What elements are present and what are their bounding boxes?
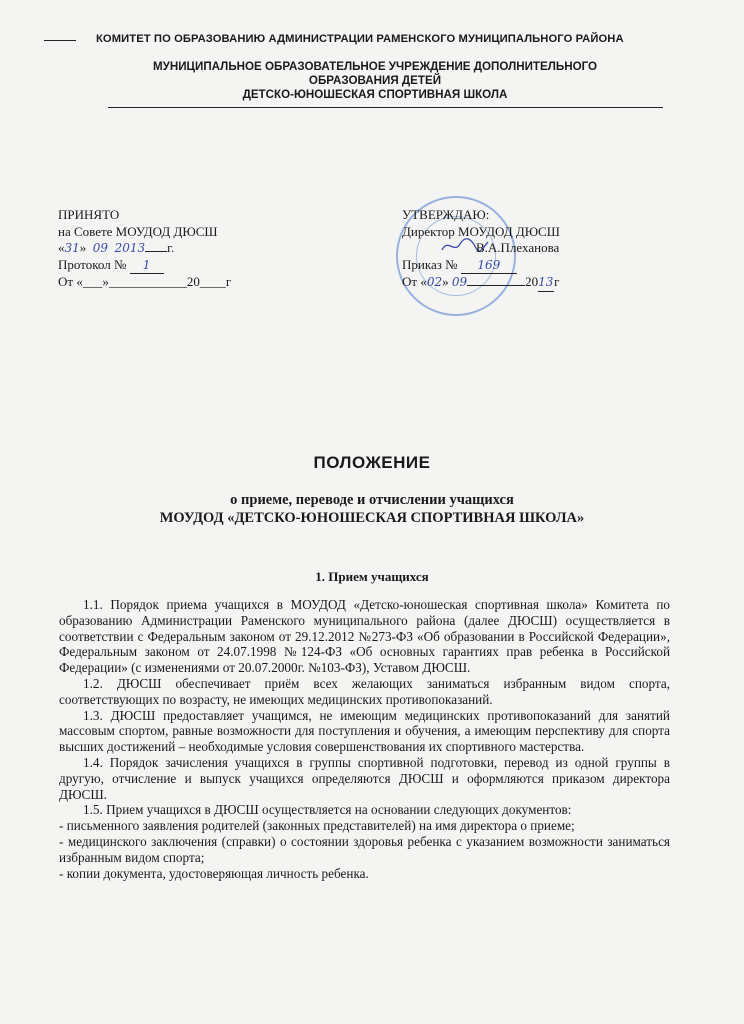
date-suffix: г. [167,240,175,255]
approved-year-prefix: 20 [525,274,539,289]
paragraph-1-1: 1.1. Порядок приема учащихся в МОУДОД «Детско-юношеская спортивная школа» Комитета по образованию Администрации Раменского муниципального района (далее ДЮСШ) осуществляется в соответствии с Федеральным законом от 29.12.2012 №273-ФЗ «Об образовании в Российской Федерации», Федеральным законом от 24.07.1998 №124-ФЗ «Об основных гарантиях прав ребенка в Российской Федерации» (с изменениями от 20.07.2000г. №103-ФЗ), Уставом ДЮСШ. [59,597,670,676]
handwritten-day: 31 [64,241,80,255]
paragraph-1-3: 1.3. ДЮСШ предоставляет учащимся, не имеющим медицинских противопоказаний для занятий массовым спортом, равные возможности для поступления и обучения, а имеющим перспективу для спорта высших достижений – необходимые условия совершенствования их спортивного мастерства. [59,707,670,755]
order-label: Приказ № [402,256,458,272]
approved-block [402,207,662,292]
accepted-block [58,207,298,291]
handwritten-order-number: 169 [461,257,517,275]
approved-date-open: От « [402,274,427,289]
document-title: ПОЛОЖЕНИЕ [313,453,431,472]
approved-date [402,274,662,292]
approved-order [402,257,662,275]
org-line-1: МУНИЦИПАЛЬНОЕ ОБРАЗОВАТЕЛЬНОЕ УЧРЕЖДЕНИЕ ДОПОЛНИТЕЛЬНОГО [152,60,598,73]
approved-date-close: » [442,274,449,289]
handwritten-approved-year: 13 [538,274,554,292]
org-line-2: ОБРАЗОВАНИЯ ДЕТЕЙ [308,74,442,87]
subtitle-line-2: МОУДОД «ДЕТСКО-ЮНОШЕСКАЯ СПОРТИВНАЯ ШКОЛА» [159,510,585,526]
approved-director: Директор МОУДОД ДЮСШ [402,223,560,239]
paragraph-1-5: 1.5. Прием учащихся в ДЮСШ осуществляется на основании следующих документов: [83,802,572,818]
list-item: - медицинского заключения (справки) о состоянии здоровья ребенка с указанием возможности заниматься избранным видом спорта; [59,833,670,865]
approved-date-suffix: г [554,274,560,289]
protocol-label: Протокол № [58,256,127,272]
paragraph-1-2: 1.2. ДЮСШ обеспечивает приём всех желающих заниматься избранным видом спорта, соответствующих по возрасту, не имеющих медицинских противопоказаний. [59,675,670,707]
document-subtitle [0,491,744,527]
organization-header [90,60,660,102]
accepted-label: ПРИНЯТО [58,207,120,222]
handwritten-month: 09 [92,241,109,255]
accepted-blank-date: От «___»____________20____г [58,274,232,289]
header-rule [108,107,663,108]
list-item: - копии документа, удостоверяющая личность ребенка. [59,865,369,881]
approved-label: УТВЕРЖДАЮ: [402,207,490,222]
handwritten-protocol-number: 1 [130,257,164,275]
handwritten-approved-month: 09 [451,275,468,289]
accepted-protocol [58,257,298,275]
accepted-date [58,240,298,257]
paragraph-1-4: 1.4. Порядок зачисления учащихся в группы спортивной подготовки, перевод из одной группы в другую, отчисление и выпуск учащихся определяются ДЮСШ и оформляются приказом директора ДЮСШ. [59,754,670,802]
accepted-council: на Совете МОУДОД ДЮСШ [58,223,218,239]
handwritten-approved-day: 02 [426,275,443,289]
date-open-quote: « [58,240,65,255]
header-rule-short [44,40,76,41]
date-close-quote: » [79,240,87,255]
handwritten-year: 2013 [114,241,146,255]
org-line-3: ДЕТСКО-ЮНОШЕСКАЯ СПОРТИВНАЯ ШКОЛА [242,88,508,101]
approved-name: В.А.Плеханова [476,240,560,255]
subtitle-line-1: о приеме, переводе и отчислении учащихся [230,492,514,508]
committee-header: КОМИТЕТ ПО ОБРАЗОВАНИЮ АДМИНИСТРАЦИИ РАМЕНСКОГО МУНИЦИПАЛЬНОГО РАЙОНА [96,33,624,45]
section-heading: 1. Прием учащихся [315,569,429,584]
document-body [59,597,670,881]
list-item: - письменного заявления родителей (законных представителей) на имя директора о приеме; [59,818,575,834]
